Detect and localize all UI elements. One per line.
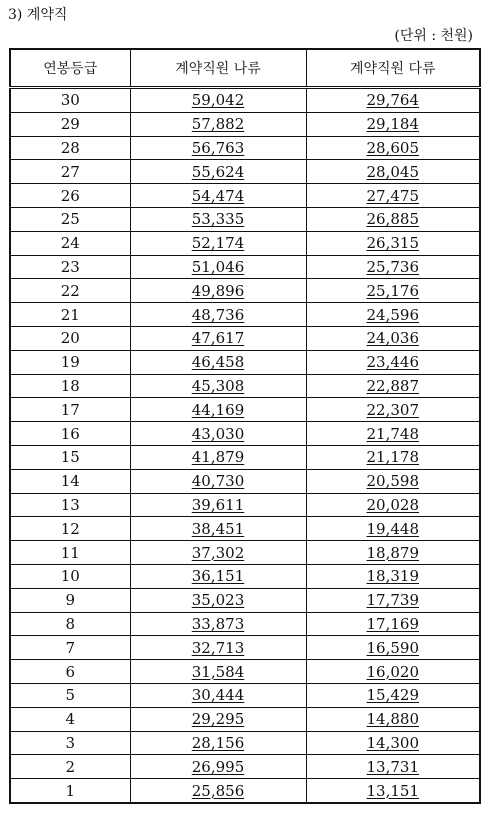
contract-da-cell	[306, 493, 480, 517]
contract-na-cell	[130, 517, 306, 541]
contract-na-cell	[130, 755, 306, 779]
contract-na-cell	[130, 136, 306, 160]
contract-da-value: 26,885	[366, 210, 419, 229]
grade-cell: 22	[10, 279, 130, 303]
table-row	[10, 779, 480, 803]
table-row	[10, 88, 480, 113]
contract-da-value: 29,764	[366, 91, 419, 110]
contract-na-cell	[130, 541, 306, 565]
table-row	[10, 303, 480, 327]
contract-da-value: 28,605	[366, 138, 419, 157]
contract-na-value: 45,308	[191, 376, 245, 395]
contract-na-cell	[130, 660, 306, 684]
contract-da-value: 28,045	[366, 162, 419, 181]
table-row	[10, 660, 480, 684]
grade-cell: 8	[10, 612, 130, 636]
contract-da-value: 21,748	[366, 424, 419, 443]
grade-cell: 4	[10, 707, 130, 731]
contract-na-value: 44,169	[191, 400, 245, 419]
grade-cell: 13	[10, 493, 130, 517]
contract-da-cell	[306, 255, 480, 279]
contract-na-value: 26,995	[191, 757, 245, 776]
contract-na-value: 25,856	[191, 781, 245, 800]
contract-na-value: 36,151	[191, 567, 245, 586]
grade-cell: 19	[10, 350, 130, 374]
contract-na-value: 32,713	[191, 638, 245, 657]
contract-na-cell	[130, 160, 306, 184]
contract-na-cell	[130, 636, 306, 660]
table-row	[10, 517, 480, 541]
table-row	[10, 541, 480, 565]
contract-na-value: 49,896	[191, 281, 245, 300]
contract-na-cell	[130, 207, 306, 231]
contract-na-cell	[130, 683, 306, 707]
contract-da-cell	[306, 326, 480, 350]
contract-da-cell	[306, 374, 480, 398]
grade-cell: 12	[10, 517, 130, 541]
contract-da-value: 24,036	[366, 329, 419, 348]
grade-cell: 10	[10, 564, 130, 588]
grade-cell: 24	[10, 231, 130, 255]
grade-cell: 29	[10, 112, 130, 136]
contract-da-value: 26,315	[366, 234, 419, 253]
contract-da-cell	[306, 112, 480, 136]
grade-cell: 3	[10, 731, 130, 755]
table-body	[10, 88, 480, 803]
grade-cell: 30	[10, 88, 130, 113]
contract-da-value: 21,178	[366, 448, 419, 467]
contract-da-value: 25,736	[366, 257, 419, 276]
contract-da-value: 22,307	[366, 400, 419, 419]
contract-da-cell	[306, 707, 480, 731]
grade-cell: 23	[10, 255, 130, 279]
contract-na-value: 43,030	[191, 424, 245, 443]
table-row	[10, 564, 480, 588]
contract-na-value: 35,023	[191, 591, 245, 610]
table-row	[10, 469, 480, 493]
header-contract-na: 계약직원 나류	[130, 49, 306, 88]
contract-da-cell	[306, 612, 480, 636]
table-row	[10, 612, 480, 636]
contract-na-cell	[130, 326, 306, 350]
contract-na-cell	[130, 564, 306, 588]
table-row	[10, 231, 480, 255]
contract-da-cell	[306, 660, 480, 684]
grade-cell: 9	[10, 588, 130, 612]
contract-da-value: 17,169	[366, 614, 419, 633]
contract-na-value: 33,873	[191, 614, 245, 633]
header-grade: 연봉등급	[10, 49, 130, 88]
table-row	[10, 255, 480, 279]
contract-da-cell	[306, 541, 480, 565]
grade-cell: 7	[10, 636, 130, 660]
contract-na-cell	[130, 469, 306, 493]
contract-da-value: 13,151	[366, 781, 419, 800]
contract-da-value: 17,739	[366, 591, 419, 610]
contract-na-value: 52,174	[191, 234, 245, 253]
grade-cell: 15	[10, 445, 130, 469]
contract-da-cell	[306, 303, 480, 327]
contract-da-value: 29,184	[366, 115, 419, 134]
contract-na-cell	[130, 398, 306, 422]
table-row	[10, 755, 480, 779]
contract-da-value: 18,879	[366, 543, 419, 562]
contract-na-value: 55,624	[191, 162, 245, 181]
contract-na-value: 41,879	[191, 448, 245, 467]
grade-cell: 1	[10, 779, 130, 803]
table-row	[10, 136, 480, 160]
grade-cell: 27	[10, 160, 130, 184]
contract-da-value: 23,446	[366, 353, 419, 372]
salary-table	[9, 48, 481, 804]
contract-na-value: 59,042	[191, 91, 245, 110]
contract-da-cell	[306, 636, 480, 660]
contract-na-cell	[130, 612, 306, 636]
contract-na-cell	[130, 707, 306, 731]
grade-cell: 17	[10, 398, 130, 422]
table-header-row	[10, 49, 480, 88]
table-row	[10, 636, 480, 660]
contract-da-cell	[306, 88, 480, 113]
table-row	[10, 422, 480, 446]
contract-na-value: 56,763	[191, 138, 245, 157]
contract-da-cell	[306, 779, 480, 803]
contract-da-cell	[306, 184, 480, 208]
contract-na-cell	[130, 303, 306, 327]
contract-na-value: 38,451	[191, 519, 245, 538]
contract-da-cell	[306, 279, 480, 303]
contract-da-cell	[306, 160, 480, 184]
contract-na-value: 29,295	[191, 710, 245, 729]
contract-na-cell	[130, 255, 306, 279]
contract-da-value: 20,598	[366, 472, 419, 491]
table-row	[10, 112, 480, 136]
table-row	[10, 184, 480, 208]
table-row	[10, 731, 480, 755]
table-row	[10, 683, 480, 707]
table-row	[10, 445, 480, 469]
contract-na-cell	[130, 422, 306, 446]
table-row	[10, 279, 480, 303]
contract-da-value: 27,475	[366, 186, 419, 205]
contract-da-value: 24,596	[366, 305, 419, 324]
contract-da-cell	[306, 136, 480, 160]
contract-da-cell	[306, 588, 480, 612]
header-contract-da: 계약직원 다류	[306, 49, 480, 88]
grade-cell: 20	[10, 326, 130, 350]
contract-na-value: 40,730	[191, 472, 245, 491]
contract-na-cell	[130, 88, 306, 113]
grade-cell: 16	[10, 422, 130, 446]
contract-da-cell	[306, 445, 480, 469]
contract-da-cell	[306, 517, 480, 541]
contract-na-cell	[130, 731, 306, 755]
contract-da-cell	[306, 350, 480, 374]
contract-da-value: 15,429	[366, 686, 419, 705]
grade-cell: 14	[10, 469, 130, 493]
contract-na-value: 30,444	[191, 686, 245, 705]
contract-da-value: 13,731	[366, 757, 419, 776]
grade-cell: 2	[10, 755, 130, 779]
table-row	[10, 160, 480, 184]
contract-na-cell	[130, 350, 306, 374]
grade-cell: 18	[10, 374, 130, 398]
contract-da-value: 18,319	[366, 567, 419, 586]
table-row	[10, 707, 480, 731]
table-row	[10, 588, 480, 612]
contract-da-cell	[306, 231, 480, 255]
table-row	[10, 350, 480, 374]
contract-na-cell	[130, 588, 306, 612]
contract-na-value: 53,335	[191, 210, 245, 229]
contract-na-value: 47,617	[191, 329, 245, 348]
contract-da-value: 14,300	[366, 733, 419, 752]
contract-da-cell	[306, 683, 480, 707]
contract-na-cell	[130, 493, 306, 517]
contract-na-value: 28,156	[191, 733, 245, 752]
grade-cell: 5	[10, 683, 130, 707]
contract-da-cell	[306, 755, 480, 779]
contract-na-value: 48,736	[191, 305, 245, 324]
contract-na-value: 54,474	[191, 186, 245, 205]
table-row	[10, 398, 480, 422]
contract-na-value: 57,882	[191, 115, 245, 134]
contract-na-value: 51,046	[191, 257, 245, 276]
contract-da-cell	[306, 398, 480, 422]
contract-da-cell	[306, 422, 480, 446]
table-row	[10, 207, 480, 231]
contract-da-cell	[306, 207, 480, 231]
contract-da-value: 16,590	[366, 638, 419, 657]
contract-na-cell	[130, 231, 306, 255]
contract-da-value: 14,880	[366, 710, 419, 729]
contract-na-cell	[130, 184, 306, 208]
grade-cell: 21	[10, 303, 130, 327]
contract-na-cell	[130, 112, 306, 136]
contract-na-value: 31,584	[191, 662, 245, 681]
contract-na-value: 39,611	[191, 495, 245, 514]
contract-da-value: 22,887	[366, 376, 419, 395]
contract-da-value: 25,176	[366, 281, 419, 300]
contract-da-cell	[306, 564, 480, 588]
contract-da-cell	[306, 469, 480, 493]
table-row	[10, 326, 480, 350]
contract-na-cell	[130, 779, 306, 803]
table-row	[10, 374, 480, 398]
contract-na-value: 37,302	[191, 543, 245, 562]
contract-na-cell	[130, 445, 306, 469]
grade-cell: 26	[10, 184, 130, 208]
table-row	[10, 493, 480, 517]
grade-cell: 11	[10, 541, 130, 565]
grade-cell: 28	[10, 136, 130, 160]
grade-cell: 25	[10, 207, 130, 231]
contract-na-cell	[130, 279, 306, 303]
contract-da-cell	[306, 731, 480, 755]
contract-da-value: 20,028	[366, 495, 419, 514]
contract-da-value: 19,448	[366, 519, 419, 538]
contract-na-value: 46,458	[191, 353, 245, 372]
grade-cell: 6	[10, 660, 130, 684]
contract-na-cell	[130, 374, 306, 398]
section-title: 3) 계약직	[8, 7, 68, 23]
contract-da-value: 16,020	[366, 662, 419, 681]
unit-note: (단위 : 천원)	[394, 28, 473, 44]
